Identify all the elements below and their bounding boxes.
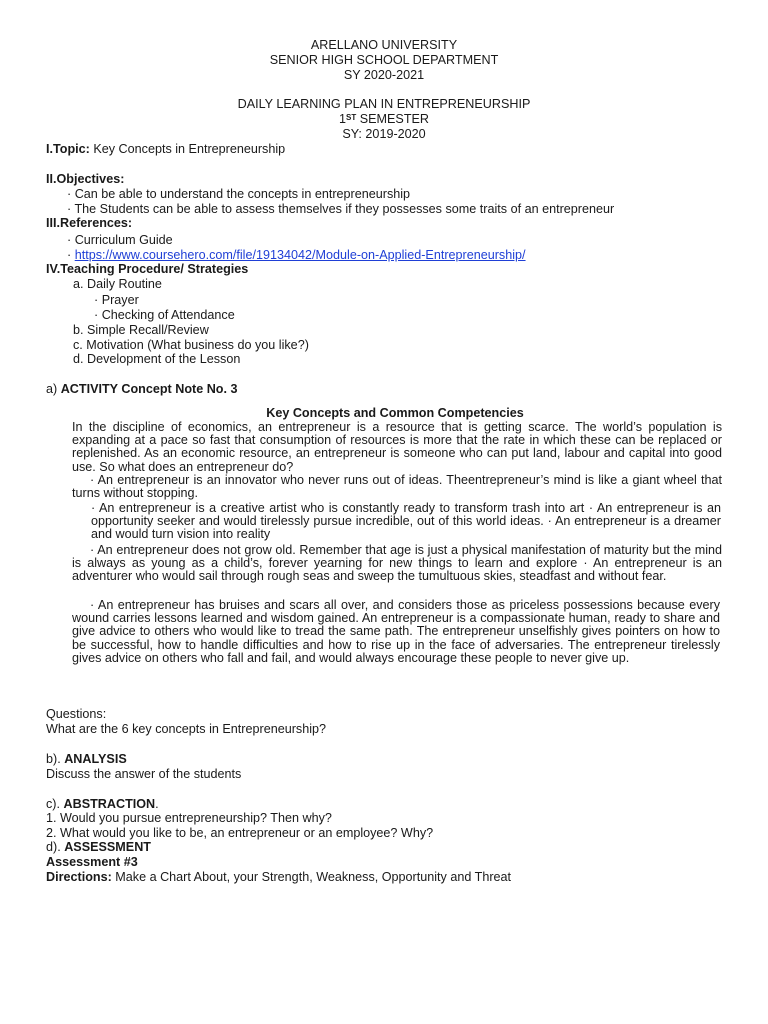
semester-superscript: ST: [346, 113, 357, 122]
semester-line: [0, 112, 768, 127]
concept-paragraph: In the discipline of economics, an entrepreneur is a resource that is getting scarce. The world’s population is expanding at a pace so fast that consumption of resources is more that the rate in which these can be replaced or replenished. As an economic resource, an entrepreneur is someone who can put land, labour and capital into good use. So what does an entrepreneur do?: [72, 420, 722, 474]
reference-bullet: ·: [67, 248, 75, 262]
reference-curriculum-guide: · Curriculum Guide: [67, 233, 173, 247]
procedure-label: IV.Teaching Procedure/ Strategies: [46, 262, 249, 276]
concept-paragraph: · An entrepreneur does not grow old. Remember that age is just a physical manifestation of maturity but the mind is always as young as a child’s, forever yearning for new things to learn and explore · An entrepreneur is an adventurer who would sail through rough seas and sweep the tumultuous skies, steadfast and without fear.: [72, 543, 722, 584]
references-label: III.References:: [46, 216, 133, 230]
assessment-prefix: d).: [46, 840, 65, 854]
directions-text: Make a Chart About, your Strength, Weakness, Opportunity and Threat: [111, 870, 512, 884]
topic-value: Key Concepts in Entrepreneurship: [89, 142, 286, 156]
objectives-label: II.Objectives:: [46, 172, 125, 186]
objective-item: · Can be able to understand the concepts in entrepreneurship: [67, 187, 411, 201]
analysis-prefix: b).: [46, 752, 65, 766]
abstraction-question: 2. What would you like to be, an entrepreneur or an employee? Why?: [46, 826, 434, 840]
procedure-motivation: c. Motivation (What business do you like?): [73, 338, 309, 352]
assessment-directions: [46, 870, 511, 885]
school-year-2: SY: 2019-2020: [342, 127, 426, 141]
abstraction-prefix: c).: [46, 797, 64, 811]
directions-label: Directions:: [46, 870, 112, 884]
school-year-1: SY 2020-2021: [343, 68, 425, 82]
procedure-daily-routine: a. Daily Routine: [73, 277, 162, 291]
concept-title: Key Concepts and Common Competencies: [266, 406, 524, 420]
analysis-text: Discuss the answer of the students: [46, 767, 242, 781]
coursehero-link[interactable]: https://www.coursehero.com/file/19134042/Module-on-Applied-Entrepreneurship/: [74, 248, 526, 262]
department-name: SENIOR HIGH SCHOOL DEPARTMENT: [269, 53, 499, 67]
activity-prefix: a): [46, 382, 61, 396]
procedure-recall: b. Simple Recall/Review: [73, 323, 209, 337]
abstraction-question: 1. Would you pursue entrepreneurship? Then why?: [46, 811, 332, 825]
procedure-prayer: · Prayer: [94, 293, 139, 307]
assessment-label: ASSESSMENT: [64, 840, 151, 854]
concept-paragraph: · An entrepreneur is a creative artist who is constantly ready to transform trash into art · An entrepreneur is an opportunity seeker and would tirelessly pursue incredible, out of this world ideas. · An entrepreneur is a dreamer and would turn vision into reality: [91, 501, 721, 542]
semester-word: SEMESTER: [356, 112, 430, 126]
topic-label: I.Topic:: [46, 142, 90, 156]
abstraction-label: ABSTRACTION: [63, 797, 156, 811]
university-name: ARELLANO UNIVERSITY: [310, 38, 458, 52]
concept-paragraph: · An entrepreneur is an innovator who never runs out of ideas. Theentrepreneur’s mind is like a giant wheel that turns without stopping.: [72, 473, 722, 501]
procedure-attendance: · Checking of Attendance: [94, 308, 235, 322]
semester-number: 1: [338, 112, 346, 126]
reference-link-line: [67, 248, 526, 263]
plan-title: DAILY LEARNING PLAN IN ENTREPRENEURSHIP: [237, 97, 531, 111]
procedure-development: d. Development of the Lesson: [73, 352, 241, 366]
activity-heading: [46, 382, 238, 397]
topic-line: [46, 142, 285, 157]
concept-paragraph: · An entrepreneur has bruises and scars all over, and considers those as priceless possessions because every wound carries lessons learned and wisdom gained. An entrepreneur is a compassionate human, ready to share and give advice to others who would like to tread the same path. The entrepreneur unselfishly gives pointers on how to be successful, how to handle difficulties and how to rise up in the face of adversaries. The entrepreneur tirelessly gives advice on others who fall and fail, and would always encourage these people to never give up.: [72, 598, 720, 665]
questions-label: Questions:: [46, 707, 107, 721]
question-text: What are the 6 key concepts in Entrepreneurship?: [46, 722, 327, 736]
analysis-heading: [46, 752, 127, 767]
objective-item: · The Students can be able to assess themselves if they possesses some traits of an entrepreneur: [67, 202, 615, 216]
analysis-label: ANALYSIS: [64, 752, 127, 766]
abstraction-heading: [46, 797, 159, 812]
activity-label: ACTIVITY Concept Note No. 3: [60, 382, 238, 396]
assessment-number: Assessment #3: [46, 855, 138, 869]
assessment-heading: [46, 840, 151, 855]
abstraction-suffix: .: [155, 797, 159, 811]
